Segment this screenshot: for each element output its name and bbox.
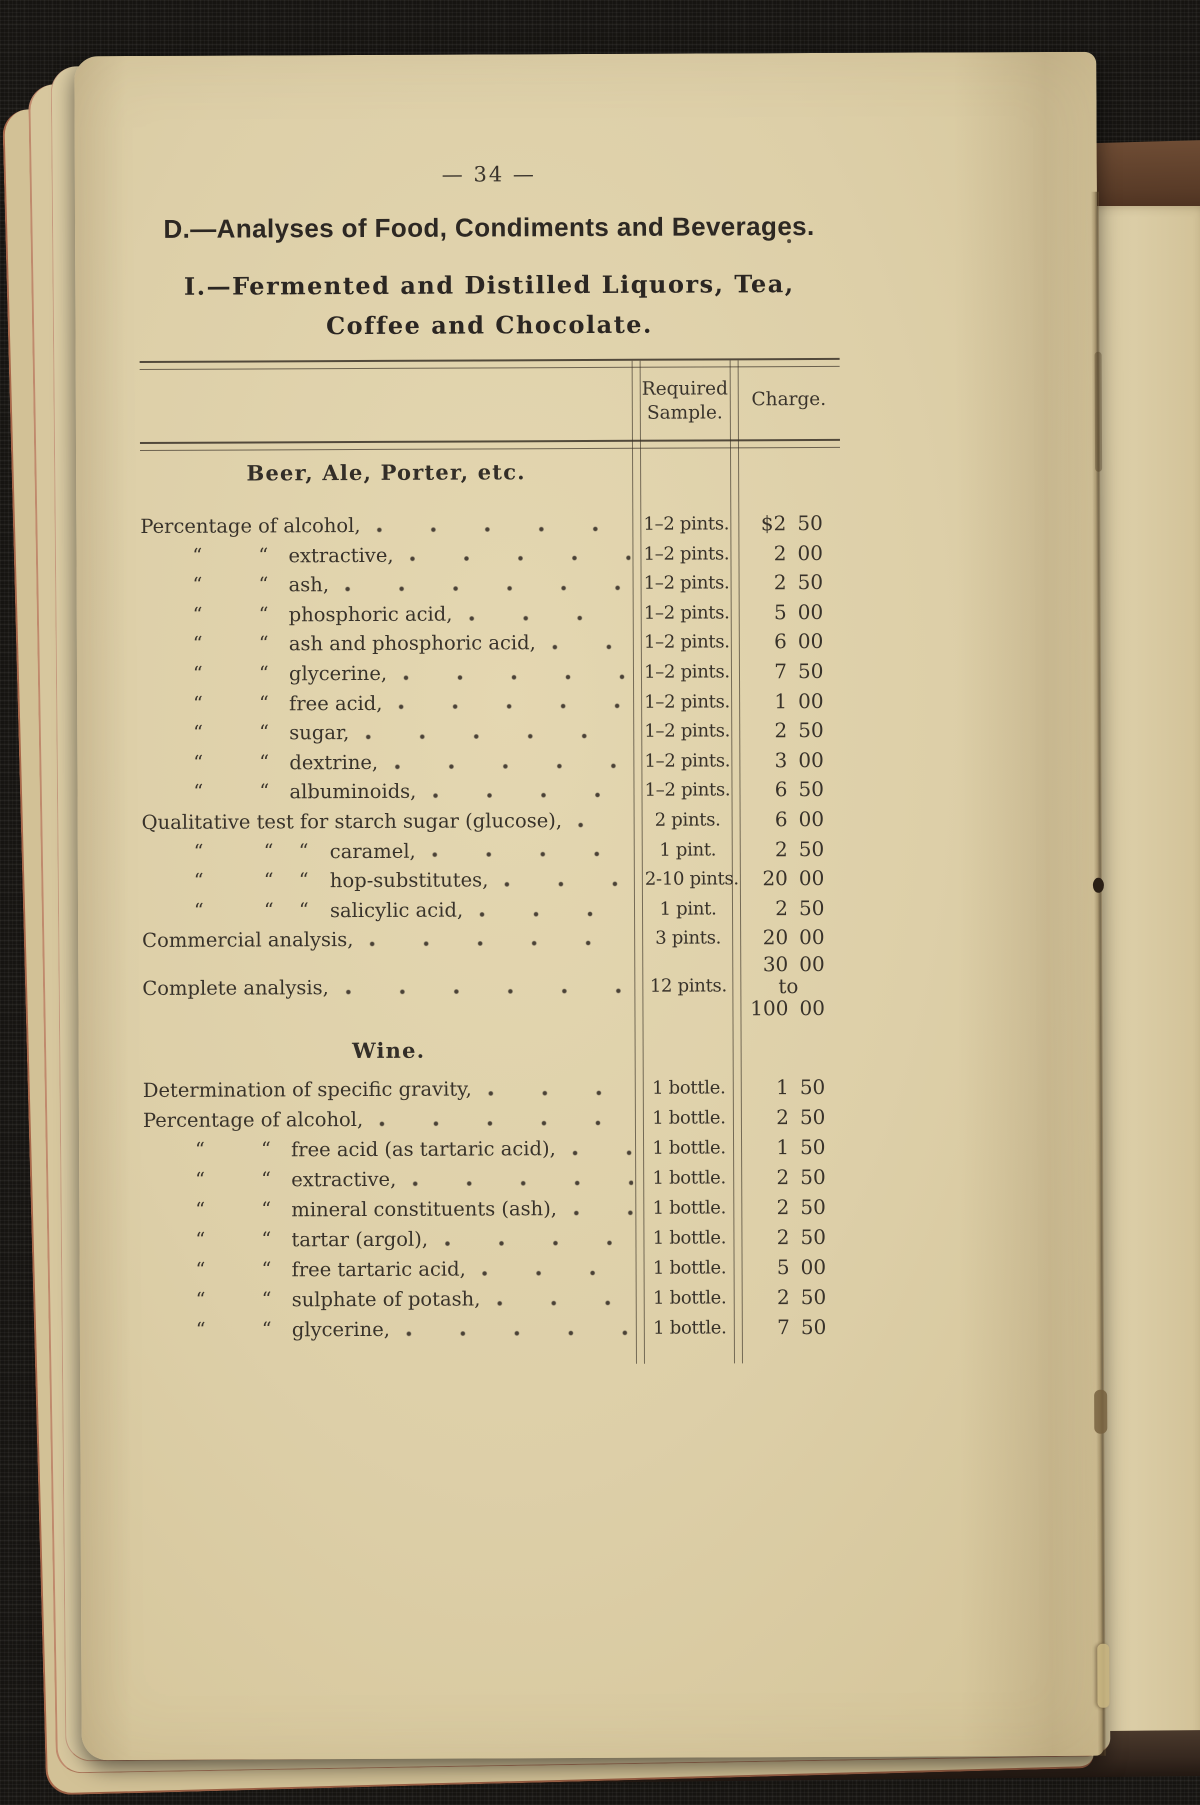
page-content bbox=[138, 53, 838, 1342]
book-page bbox=[74, 52, 1103, 1760]
charge-cents: 00 bbox=[799, 951, 825, 976]
sample-cell: 1–2 pints. bbox=[644, 720, 731, 742]
sample-cell: 1–2 pints. bbox=[643, 542, 730, 565]
row-label: free acid, bbox=[289, 691, 383, 715]
table-row bbox=[141, 716, 841, 749]
sample-cell: 1–2 pints. bbox=[643, 572, 730, 594]
charge-cell bbox=[741, 598, 841, 628]
row-label-cell bbox=[141, 569, 633, 601]
table-row bbox=[141, 627, 841, 660]
charge-cents: 00 bbox=[799, 925, 825, 950]
charge-cell bbox=[742, 894, 842, 924]
charge-cents: 50 bbox=[798, 718, 824, 743]
row-label: Percentage of alcohol, bbox=[142, 1107, 364, 1132]
row-label: Determination of specific gravity, bbox=[142, 1077, 472, 1102]
ditto-mark: “ bbox=[195, 1258, 206, 1281]
charge-cell bbox=[741, 775, 841, 805]
row-label-cell bbox=[141, 776, 633, 808]
dot-leaders bbox=[430, 850, 632, 859]
charge-cents: 50 bbox=[799, 1104, 826, 1129]
ditto-mark: “ bbox=[261, 1138, 271, 1161]
charge-cell bbox=[744, 1253, 844, 1283]
row-label: Percentage of alcohol, bbox=[140, 513, 361, 538]
row-label: phosphoric acid, bbox=[288, 602, 453, 627]
ditto-mark: “ bbox=[258, 543, 269, 567]
charge-dollars: 2 bbox=[776, 1105, 789, 1130]
row-label-cell bbox=[140, 539, 632, 571]
charge-dollars: 5 bbox=[776, 1255, 790, 1280]
ditto-mark: “ bbox=[258, 632, 269, 655]
ditto-mark: “ bbox=[192, 662, 203, 685]
row-label-cell bbox=[142, 924, 634, 956]
sample-cell: 1–2 pints. bbox=[643, 602, 730, 624]
page-number: — 34 — bbox=[441, 162, 536, 187]
charge-cents: 00 bbox=[798, 688, 824, 713]
table-row bbox=[143, 1193, 843, 1226]
charge-cell bbox=[742, 805, 842, 835]
ditto-mark: “ bbox=[195, 1288, 206, 1311]
dot-leaders bbox=[570, 1149, 633, 1157]
charge-cell bbox=[742, 953, 842, 1019]
row-label-cell bbox=[143, 1224, 635, 1256]
row-label: free acid (as tartaric acid), bbox=[291, 1137, 556, 1162]
section-heading: Beer, Ale, Porter, etc. bbox=[246, 459, 526, 486]
charge-dollars: 2 bbox=[776, 1165, 790, 1190]
dot-leaders bbox=[404, 1329, 634, 1338]
dot-leaders bbox=[480, 1269, 634, 1278]
dot-leaders bbox=[442, 1239, 633, 1248]
sample-cell: 1–2 pints. bbox=[643, 631, 730, 654]
table-header-row bbox=[140, 364, 840, 442]
row-label-cell bbox=[142, 865, 634, 897]
dot-leaders bbox=[550, 643, 631, 651]
header-sample: Sample. bbox=[646, 402, 723, 424]
row-label-cell bbox=[140, 510, 632, 542]
charge-cents: 50 bbox=[800, 1194, 826, 1219]
ditto-mark: “ bbox=[258, 662, 269, 685]
sample-cell: 1 bottle. bbox=[652, 1107, 726, 1129]
table-row bbox=[144, 1283, 844, 1316]
row-label: sugar, bbox=[289, 721, 350, 745]
table-row bbox=[141, 568, 841, 601]
table-row bbox=[143, 1133, 843, 1166]
dot-leaders bbox=[363, 732, 631, 741]
charge-cell bbox=[741, 657, 841, 687]
charge-cell bbox=[743, 1163, 843, 1193]
charge-dollars: 1 bbox=[776, 1135, 790, 1160]
sample-cell: 1 pint. bbox=[659, 898, 717, 920]
sample-cell: 1 bottle. bbox=[652, 1167, 726, 1189]
sample-cell: 1 bottle. bbox=[652, 1227, 727, 1249]
dot-leaders bbox=[377, 1119, 633, 1128]
charge-dollars: 2 bbox=[773, 540, 787, 565]
sample-cell: 12 pints. bbox=[649, 975, 727, 997]
dot-leaders bbox=[494, 1299, 633, 1308]
ditto-mark: “ bbox=[195, 1168, 205, 1191]
charge-dollars: 7 bbox=[777, 1315, 790, 1340]
charge-cents: 50 bbox=[800, 1134, 826, 1159]
charge-line bbox=[742, 953, 842, 975]
row-label-cell bbox=[144, 1314, 636, 1346]
sample-cell: 1–2 pints. bbox=[644, 661, 730, 683]
section-heading: Wine. bbox=[351, 1037, 426, 1063]
ditto-mark: “ bbox=[261, 1168, 271, 1191]
ditto-mark: “ bbox=[192, 633, 203, 656]
row-label-cell bbox=[141, 717, 633, 749]
ditto-mark: “ bbox=[195, 1318, 206, 1341]
dot-leaders bbox=[576, 821, 632, 829]
charge-cents: 00 bbox=[798, 806, 825, 832]
ditto-mark: “ bbox=[259, 721, 270, 744]
table-row bbox=[141, 657, 841, 690]
charge-dollars: 2 bbox=[776, 1195, 790, 1220]
document-subtitle-line1: I.—Fermented and Distilled Liquors, Tea, bbox=[183, 269, 795, 301]
row-label: mineral constituents (ash), bbox=[291, 1197, 558, 1222]
sample-cell: 2 pints. bbox=[654, 809, 721, 831]
ditto-mark: “ bbox=[259, 751, 270, 774]
charge-cents: 50 bbox=[800, 1284, 827, 1309]
dot-leaders bbox=[367, 939, 632, 948]
ditto-mark: “ bbox=[193, 869, 204, 892]
charge-cents: 00 bbox=[800, 1254, 827, 1279]
table-row bbox=[143, 1073, 843, 1106]
row-label: hop-substitutes, bbox=[329, 868, 489, 893]
charge-cents: 00 bbox=[798, 747, 824, 772]
ditto-mark: “ bbox=[193, 899, 204, 922]
charge-cents: 00 bbox=[798, 866, 825, 891]
table-row bbox=[142, 923, 842, 956]
row-label-cell bbox=[141, 628, 633, 660]
table-row bbox=[141, 746, 841, 779]
table-row bbox=[140, 538, 840, 571]
charge-cell bbox=[741, 746, 841, 776]
row-label: Qualitative test for starch sugar (glucose), bbox=[141, 809, 563, 834]
charge-dollars: 3 bbox=[774, 747, 788, 772]
row-label-cell bbox=[142, 806, 634, 838]
charge-cell bbox=[742, 923, 842, 953]
row-label-cell bbox=[142, 954, 634, 1022]
charge-dollars: 1 bbox=[774, 688, 788, 713]
table-row bbox=[141, 686, 841, 719]
charge-cents: 50 bbox=[800, 1314, 827, 1339]
price-table bbox=[140, 358, 844, 1366]
charge-cell bbox=[743, 1193, 843, 1223]
sample-cell: 1–2 pints. bbox=[644, 750, 731, 772]
section-rows bbox=[140, 509, 842, 1022]
charge-cell bbox=[742, 864, 842, 894]
row-label-cell bbox=[143, 1104, 635, 1136]
ditto-mark: “ bbox=[193, 751, 204, 774]
ditto-mark: “ bbox=[195, 1138, 205, 1161]
sample-cell: 1 bottle. bbox=[652, 1257, 727, 1279]
sample-cell: 1 bottle. bbox=[652, 1077, 726, 1099]
ditto-mark: “ bbox=[263, 869, 274, 892]
tear-mark bbox=[1097, 1644, 1109, 1708]
dot-leaders bbox=[375, 525, 631, 534]
charge-cents: 00 bbox=[797, 599, 824, 624]
charge-cents: 50 bbox=[800, 1164, 826, 1189]
ditto-mark: “ bbox=[258, 603, 269, 626]
ditto-mark: “ bbox=[258, 573, 269, 596]
ditto-mark: “ bbox=[192, 603, 203, 626]
ditto-mark: “ bbox=[261, 1228, 272, 1251]
charge-cents: 00 bbox=[797, 629, 824, 654]
dot-leaders bbox=[502, 880, 632, 889]
dot-leaders bbox=[343, 987, 633, 996]
row-label-cell bbox=[144, 1284, 636, 1316]
document-subtitle-line2: Coffee and Chocolate. bbox=[325, 309, 653, 341]
section-rows bbox=[143, 1073, 844, 1346]
table-body bbox=[140, 445, 844, 1346]
row-label: extractive, bbox=[291, 1167, 397, 1192]
ditto-mark: “ bbox=[261, 1198, 272, 1221]
dot-leaders bbox=[410, 1179, 633, 1188]
table-row bbox=[143, 1103, 843, 1136]
row-label: free tartaric acid, bbox=[291, 1257, 466, 1282]
dot-leaders bbox=[430, 791, 631, 800]
row-label: ash and phosphoric acid, bbox=[288, 631, 536, 656]
row-label: sulphate of potash, bbox=[291, 1287, 481, 1312]
row-label: ash, bbox=[288, 573, 330, 597]
ditto-mark: “ bbox=[195, 1198, 206, 1221]
ditto-mark: “ bbox=[261, 1258, 272, 1281]
dot-leaders bbox=[477, 909, 632, 918]
charge-dollars: 7 bbox=[774, 659, 788, 684]
table-row bbox=[142, 834, 842, 867]
row-label: tartar (argol), bbox=[291, 1227, 429, 1252]
table-row bbox=[143, 1223, 843, 1256]
row-label-cell bbox=[141, 747, 633, 779]
charge-dollars: $2 bbox=[760, 511, 787, 536]
sample-cell: 1 bottle. bbox=[652, 1287, 727, 1309]
row-label: Complete analysis, bbox=[142, 976, 329, 1000]
charge-cents: 00 bbox=[797, 540, 823, 565]
charge-cell bbox=[744, 1313, 844, 1343]
charge-dollars: 20 bbox=[762, 925, 789, 950]
charge-line: to bbox=[778, 973, 799, 999]
sample-cell: 1 bottle. bbox=[653, 1317, 727, 1339]
charge-cell bbox=[743, 1103, 843, 1133]
table-row bbox=[141, 598, 841, 631]
charge-cents: 00 bbox=[799, 995, 825, 1020]
charge-cell bbox=[744, 1283, 844, 1313]
charge-dollars: 2 bbox=[776, 1285, 790, 1310]
header-required: Required bbox=[641, 378, 728, 400]
charge-dollars: 2 bbox=[775, 895, 789, 920]
ditto-mark: “ bbox=[261, 1288, 272, 1311]
charge-cents: 50 bbox=[798, 836, 825, 861]
row-label: albuminoids, bbox=[289, 780, 417, 804]
table-row bbox=[143, 1163, 843, 1196]
charge-cell bbox=[741, 716, 841, 746]
row-label-cell bbox=[143, 1074, 635, 1106]
charge-cell bbox=[743, 1073, 843, 1103]
ditto-mark: “ bbox=[298, 839, 309, 862]
sample-cell: 1 bottle. bbox=[652, 1137, 726, 1159]
tear-mark bbox=[1094, 1390, 1107, 1434]
charge-dollars: 5 bbox=[773, 599, 787, 624]
row-label: Commercial analysis, bbox=[142, 928, 354, 953]
tear-mark bbox=[1095, 352, 1103, 472]
charge-cents: 50 bbox=[797, 658, 824, 684]
ditto-mark: “ bbox=[298, 898, 309, 921]
ditto-mark: “ bbox=[263, 839, 274, 862]
dot-leaders bbox=[343, 584, 631, 593]
row-label-cell bbox=[142, 895, 634, 927]
row-label-cell bbox=[143, 1194, 635, 1226]
row-label-cell bbox=[142, 835, 634, 867]
table-header-charge: Charge. bbox=[751, 388, 827, 411]
table-row bbox=[141, 775, 841, 808]
ditto-mark: “ bbox=[193, 781, 204, 804]
charge-dollars: 20 bbox=[762, 866, 788, 891]
charge-dollars: 30 bbox=[762, 952, 789, 977]
charge-dollars: 2 bbox=[774, 718, 788, 743]
charge-cell bbox=[743, 1223, 843, 1253]
row-label-cell bbox=[141, 599, 633, 631]
page-hole bbox=[1093, 878, 1104, 893]
row-label-cell bbox=[141, 658, 633, 690]
table-row bbox=[144, 1253, 844, 1286]
table-row bbox=[142, 953, 842, 1022]
sample-cell: 3 pints. bbox=[655, 927, 722, 950]
row-label: salicylic acid, bbox=[329, 898, 464, 922]
table-row bbox=[144, 1313, 844, 1346]
dot-leaders bbox=[571, 1209, 633, 1217]
sample-cell: 1–2 pints. bbox=[644, 779, 731, 802]
charge-cents: 50 bbox=[797, 510, 823, 536]
ditto-mark: “ bbox=[193, 692, 203, 715]
row-label-cell bbox=[141, 687, 633, 719]
row-label: caramel, bbox=[329, 839, 416, 863]
charge-cell bbox=[742, 834, 842, 864]
ditto-mark: “ bbox=[192, 573, 203, 596]
charge-cell bbox=[740, 509, 840, 539]
ditto-mark: “ bbox=[261, 1318, 272, 1341]
ditto-mark: “ bbox=[192, 544, 203, 567]
dot-leaders bbox=[401, 673, 631, 682]
table-header-required-sample bbox=[642, 377, 728, 425]
row-label: dextrine, bbox=[289, 750, 379, 775]
dot-leaders bbox=[396, 702, 631, 711]
row-label: glycerine, bbox=[291, 1317, 390, 1342]
ditto-mark: “ bbox=[193, 840, 204, 863]
charge-cents: 50 bbox=[797, 570, 824, 595]
dot-leaders bbox=[486, 1089, 633, 1098]
charge-dollars: 1 bbox=[776, 1075, 789, 1100]
charge-dollars: 6 bbox=[774, 807, 788, 832]
charge-cents: 50 bbox=[800, 1224, 826, 1249]
row-label: glycerine, bbox=[288, 661, 388, 686]
sample-cell: 1 bottle. bbox=[652, 1197, 727, 1219]
table-row bbox=[142, 894, 842, 927]
charge-dollars: 100 bbox=[750, 996, 789, 1021]
charge-cents: 50 bbox=[798, 777, 824, 802]
table-row bbox=[142, 864, 842, 897]
ditto-mark: “ bbox=[195, 1228, 206, 1251]
row-label-cell bbox=[143, 1164, 635, 1196]
sample-cell: 1–2 pints. bbox=[644, 690, 730, 713]
row-label-cell bbox=[143, 1134, 635, 1166]
charge-cents: 50 bbox=[798, 895, 825, 920]
ditto-mark: “ bbox=[259, 780, 270, 803]
charge-cell bbox=[741, 568, 841, 598]
table-row bbox=[140, 509, 840, 542]
document-title: D.—Analyses of Food, Condiments and Beverages. bbox=[163, 211, 815, 244]
dot-leaders bbox=[392, 761, 631, 770]
charge-cents: 50 bbox=[799, 1074, 826, 1099]
charge-line bbox=[742, 997, 842, 1019]
sample-cell: 1–2 pints. bbox=[643, 513, 730, 535]
ditto-mark: “ bbox=[263, 899, 274, 922]
charge-cell bbox=[741, 627, 841, 657]
charge-dollars: 6 bbox=[774, 629, 787, 654]
charge-cell bbox=[740, 538, 840, 568]
ditto-mark: “ bbox=[193, 721, 204, 744]
ditto-mark: “ bbox=[259, 691, 269, 714]
row-label: extractive, bbox=[288, 543, 394, 567]
ditto-mark: “ bbox=[298, 869, 309, 892]
charge-cell bbox=[743, 1133, 843, 1163]
sample-cell: 1 pint. bbox=[659, 838, 717, 861]
sample-cell: 2-10 pints. bbox=[644, 868, 739, 890]
charge-dollars: 6 bbox=[774, 777, 788, 802]
charge-cell bbox=[741, 686, 841, 716]
dot-leaders bbox=[466, 613, 630, 622]
row-label-cell bbox=[144, 1254, 636, 1286]
table-row bbox=[142, 805, 842, 838]
charge-dollars: 2 bbox=[773, 570, 787, 595]
charge-dollars: 2 bbox=[774, 836, 788, 861]
charge-dollars: 2 bbox=[776, 1225, 790, 1250]
dot-leaders bbox=[408, 554, 631, 563]
